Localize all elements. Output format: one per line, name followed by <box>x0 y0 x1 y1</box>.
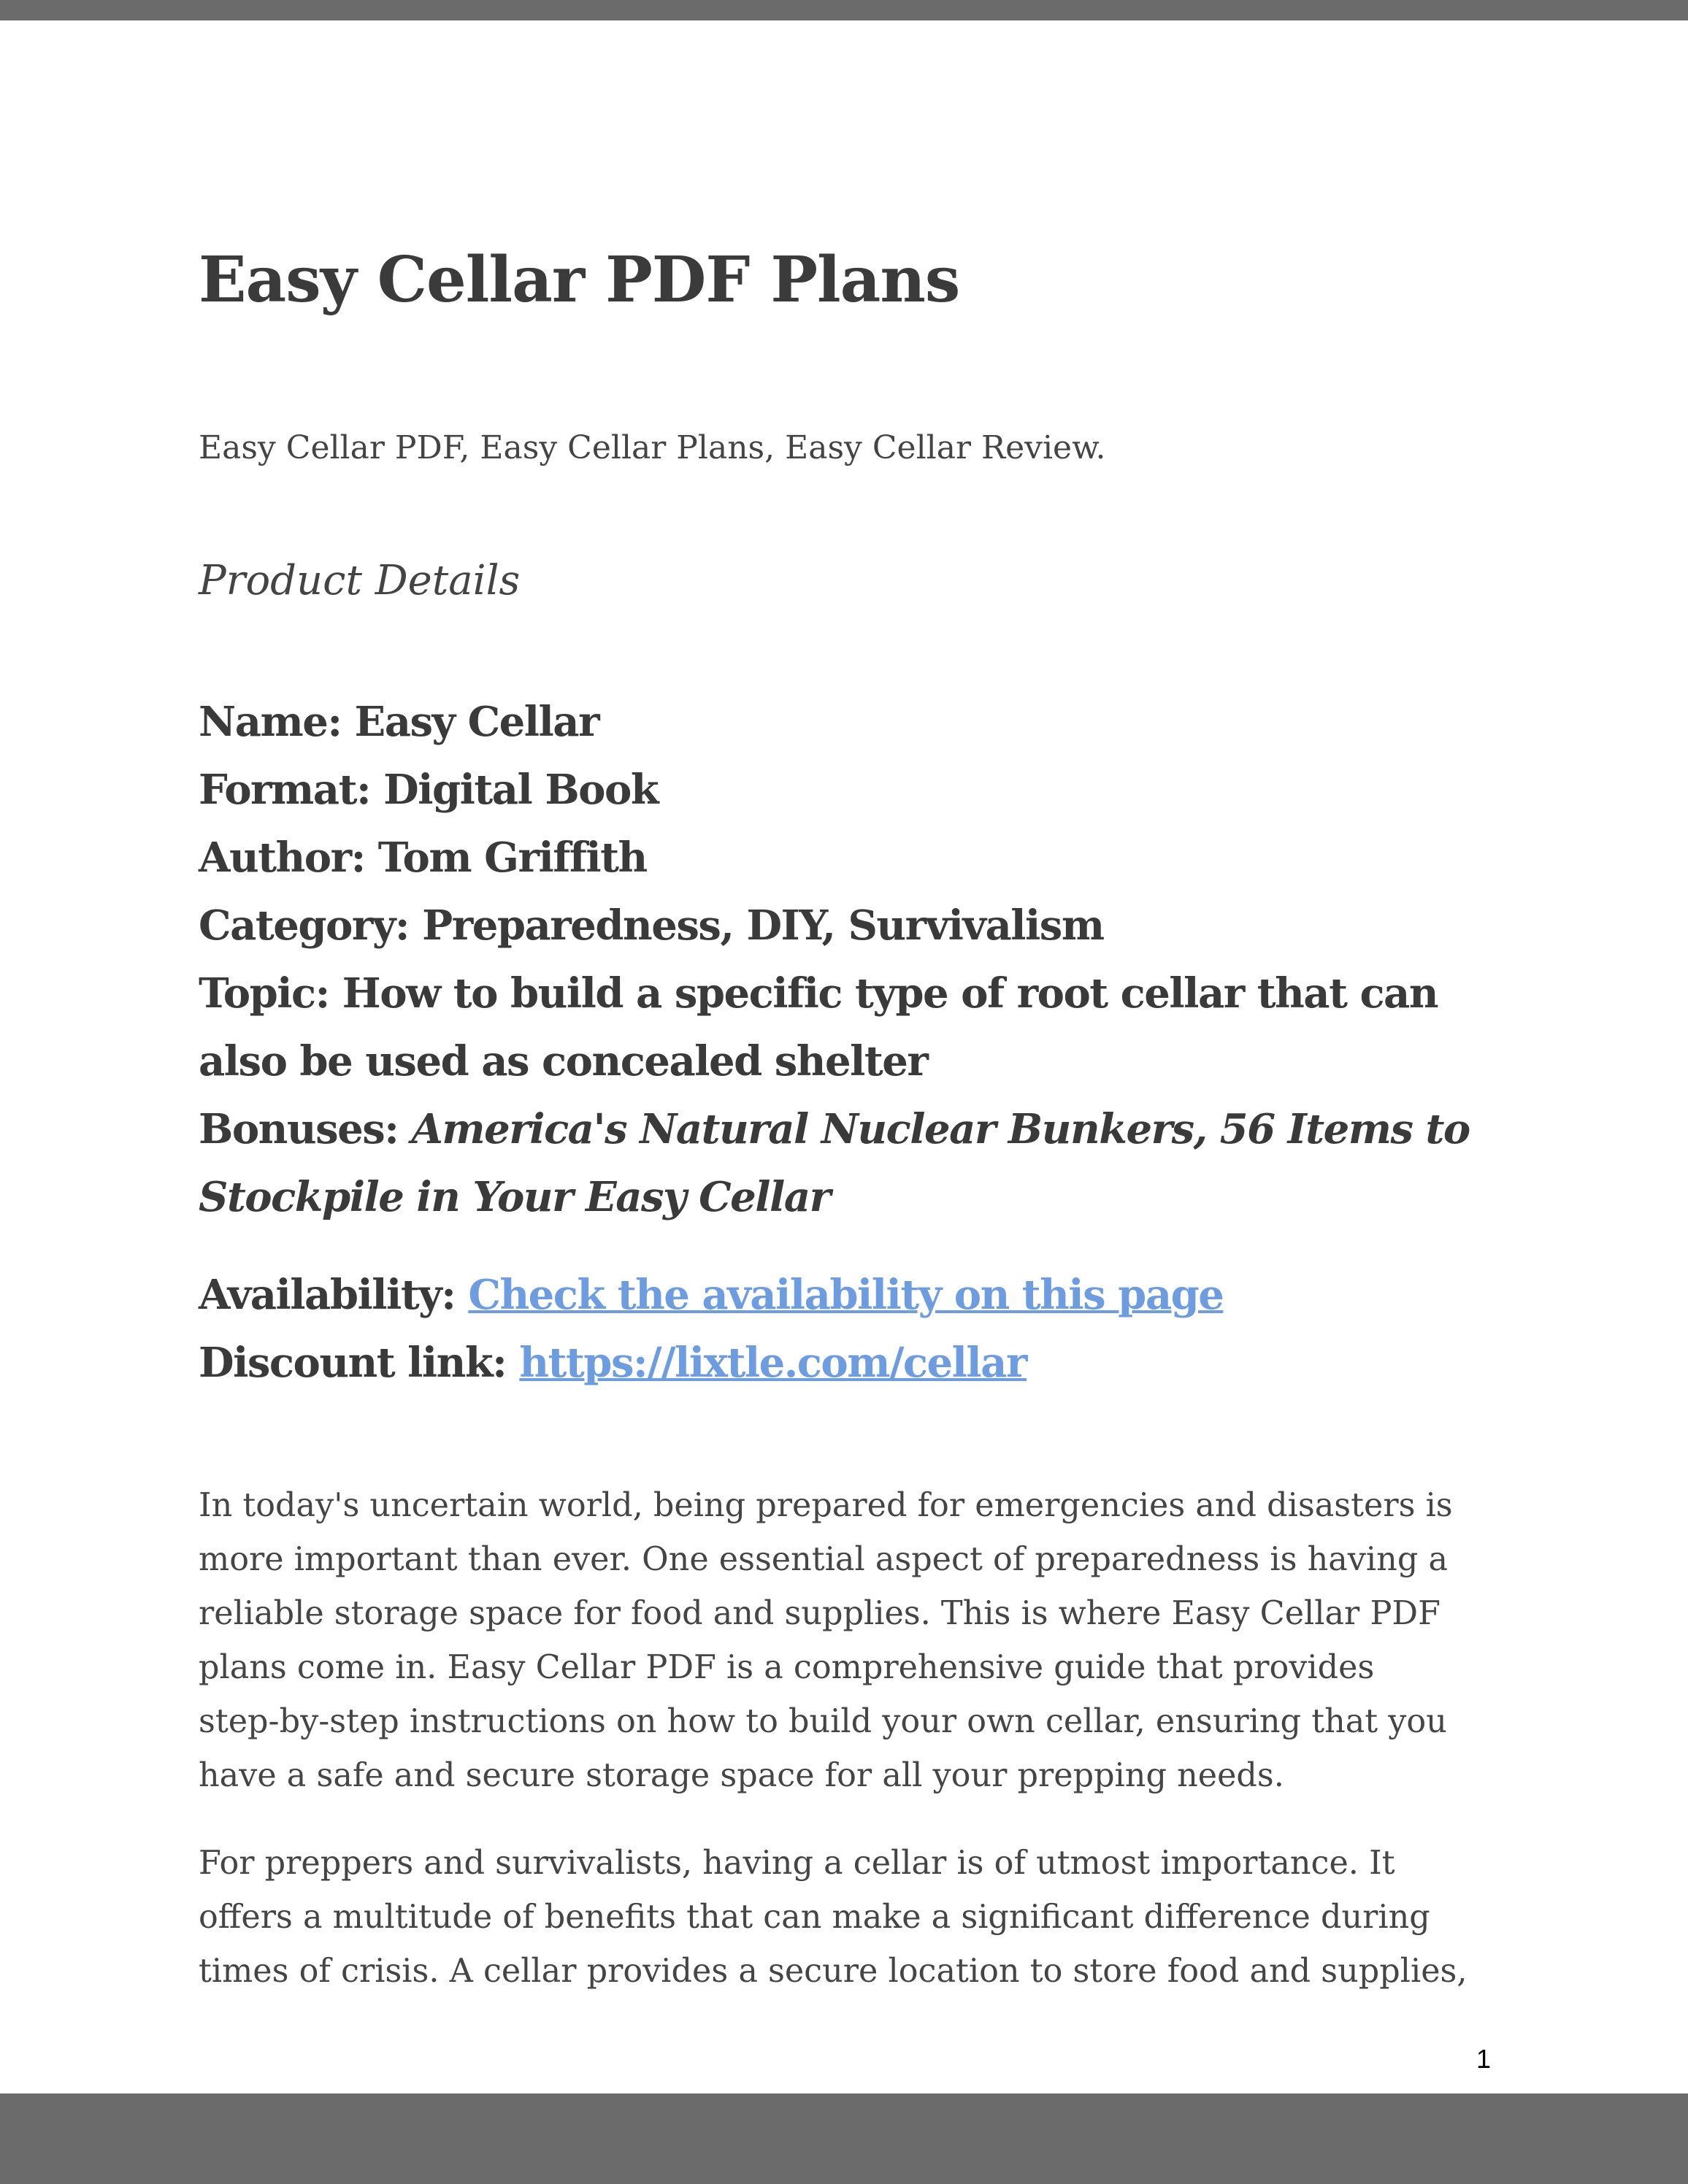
viewer-bottom-bar <box>0 2093 1688 2184</box>
paragraph-line: For preppers and survivalists, having a cellar is of utmost importance. It <box>199 1845 1395 1882</box>
availability-label: Availability: <box>199 1271 456 1319</box>
detail-bonuses <box>199 1096 1484 1164</box>
paragraph-line: In today's uncertain world, being prepared for emergencies and disasters is <box>199 1487 1453 1524</box>
detail-topic-value-line2: also be used as concealed shelter <box>199 1037 928 1085</box>
paragraph-line: more important than ever. One essential aspect of preparedness is having a <box>199 1541 1448 1578</box>
paragraph-intro <box>199 1479 1484 1803</box>
detail-name-value: Easy Cellar <box>354 698 599 746</box>
detail-bonuses-label: Bonuses: <box>199 1105 399 1153</box>
paragraph-line: reliable storage space for food and supplies. This is where Easy Cellar PDF <box>199 1595 1440 1632</box>
detail-topic-continued <box>199 1028 1484 1096</box>
detail-format-value: Digital Book <box>383 766 659 814</box>
availability-row <box>199 1261 1484 1329</box>
detail-name <box>199 688 1484 756</box>
detail-category <box>199 892 1484 960</box>
detail-topic <box>199 960 1484 1028</box>
detail-author-value: Tom Griffith <box>377 834 647 882</box>
page-number: 1 <box>1476 2044 1492 2074</box>
detail-format <box>199 756 1484 824</box>
detail-bonuses-line2: Stockpile in Your Easy Cellar <box>199 1173 830 1221</box>
detail-topic-label: Topic: <box>199 969 329 1018</box>
product-details-list <box>199 688 1484 1231</box>
discount-link[interactable]: https://lixtle.com/cellar <box>519 1339 1027 1387</box>
detail-bonuses-line1: America's Natural Nuclear Bunkers, 56 Items to <box>411 1105 1470 1153</box>
detail-topic-value-line1: How to build a specific type of root cellar that can <box>342 969 1438 1018</box>
availability-link[interactable]: Check the availability on this page <box>468 1271 1224 1319</box>
paragraph-line: have a safe and secure storage space for all your prepping needs. <box>199 1757 1284 1794</box>
paragraph-line: step-by-step instructions on how to build your own cellar, ensuring that you <box>199 1703 1447 1740</box>
keywords-line: Easy Cellar PDF, Easy Cellar Plans, Easy Cellar Review. <box>199 429 1106 466</box>
detail-category-value: Preparedness, DIY, Survivalism <box>422 901 1104 950</box>
document-title: Easy Cellar PDF Plans <box>199 243 960 317</box>
detail-bonuses-continued <box>199 1164 1484 1231</box>
product-details-heading: Product Details <box>199 557 521 604</box>
links-section <box>199 1261 1484 1397</box>
document-page <box>0 20 1688 2093</box>
detail-author-label: Author: <box>199 834 365 882</box>
detail-format-label: Format: <box>199 766 371 814</box>
detail-name-label: Name: <box>199 698 342 746</box>
paragraph-line: offers a multitude of benefits that can make a significant difference during <box>199 1899 1430 1936</box>
paragraph-line: times of crisis. A cellar provides a secure location to store food and supplies, <box>199 1953 1468 1990</box>
paragraph-preppers <box>199 1837 1484 1999</box>
detail-category-label: Category: <box>199 901 410 950</box>
viewer-top-bar <box>0 0 1688 20</box>
paragraph-line: plans come in. Easy Cellar PDF is a comprehensive guide that provides <box>199 1649 1375 1686</box>
detail-author <box>199 824 1484 892</box>
discount-label: Discount link: <box>199 1339 507 1387</box>
discount-row <box>199 1329 1484 1397</box>
